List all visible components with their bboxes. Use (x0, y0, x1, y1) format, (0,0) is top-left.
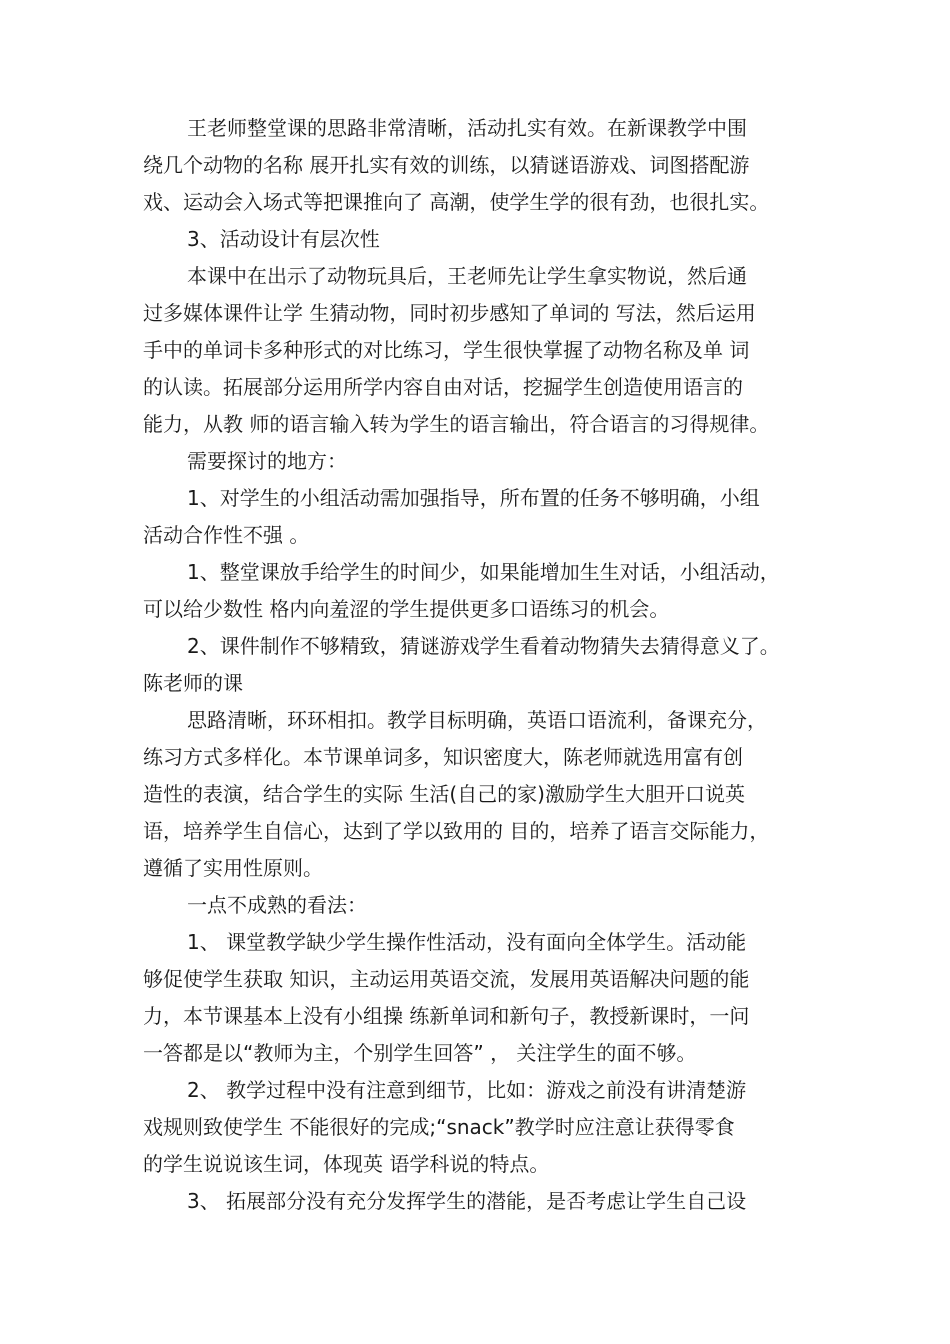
text-line: 的学生说说该生词，体现英 语学科说的特点。 (143, 1152, 550, 1176)
paragraph (143, 702, 823, 887)
text-line: 造性的表演，结合学生的实际 生活(自己的家)激励学生大胆开口说英 (143, 782, 745, 806)
text-line: 一点不成熟的看法： (187, 893, 367, 917)
text-line: 能力，从教 师的语言输入转为学生的语言输出，符合语言的习得规律。 (143, 412, 770, 436)
paragraph (143, 110, 823, 221)
text-line: 2、课件制作不够精致，猜谜游戏学生看着动物猜失去猜得意义了。 (187, 634, 780, 658)
text-line: 王老师整堂课的思路非常清晰，活动扎实有效。在新课教学中围 (187, 116, 747, 140)
text-line: 活动合作性不强 。 (143, 523, 310, 547)
paragraph (143, 628, 823, 665)
text-line: 力，本节课基本上没有小组操 练新单词和新句子，教授新课时，一问 (143, 1004, 750, 1028)
paragraph (143, 1072, 823, 1183)
paragraph (143, 443, 823, 480)
text-line: 1、 课堂教学缺少学生操作性活动，没有面向全体学生。活动能 (187, 930, 747, 954)
paragraph (143, 665, 823, 702)
text-line: 戏规则致使学生 不能很好的完成;“snack”教学时应注意让获得零食 (143, 1115, 735, 1139)
text-line: 1、整堂课放手给学生的时间少，如果能增加生生对话，小组活动， (187, 560, 780, 584)
paragraph (143, 887, 823, 924)
text-line: 可以给少数性 格内向羞涩的学生提供更多口语练习的机会。 (143, 597, 670, 621)
text-line: 练习方式多样化。本节课单词多，知识密度大，陈老师就选用富有创 (143, 745, 743, 769)
paragraph (143, 924, 823, 1072)
text-line: 的认读。拓展部分运用所学内容自由对话，挖掘学生创造使用语言的 (143, 375, 743, 399)
document-body (143, 110, 823, 1220)
paragraph (143, 554, 823, 628)
text-line: 思路清晰，环环相扣。教学目标明确，英语口语流利，备课充分， (187, 708, 767, 732)
text-line: 手中的单词卡多种形式的对比练习，学生很快掌握了动物名称及单 词 (143, 338, 750, 362)
paragraph (143, 221, 823, 258)
text-line: 绕几个动物的名称 展开扎实有效的训练，以猜谜语游戏、词图搭配游 (143, 153, 750, 177)
text-line: 3、活动设计有层次性 (187, 227, 380, 251)
paragraph (143, 480, 823, 554)
text-line: 本课中在出示了动物玩具后，王老师先让学生拿实物说，然后通 (187, 264, 747, 288)
text-line: 2、 教学过程中没有注意到细节，比如：游戏之前没有讲清楚游 (187, 1078, 747, 1102)
paragraph (143, 258, 823, 443)
text-line: 语，培养学生自信心，达到了学以致用的 目的，培养了语言交际能力， (143, 819, 770, 843)
text-line: 遵循了实用性原则。 (143, 856, 323, 880)
paragraph (143, 1183, 823, 1220)
text-line: 3、 拓展部分没有充分发挥学生的潜能，是否考虑让学生自己设 (187, 1189, 747, 1213)
text-line: 过多媒体课件让学 生猜动物，同时初步感知了单词的 写法，然后运用 (143, 301, 756, 325)
text-line: 一答都是以“教师为主，个别学生回答” ， 关注学生的面不够。 (143, 1041, 697, 1065)
text-line: 1、对学生的小组活动需加强指导，所布置的任务不够明确，小组 (187, 486, 760, 510)
text-line: 戏、运动会入场式等把课推向了 高潮，使学生学的很有劲，也很扎实。 (143, 190, 770, 214)
text-line: 够促使学生获取 知识，主动运用英语交流，发展用英语解决问题的能 (143, 967, 750, 991)
text-line: 需要探讨的地方： (187, 449, 347, 473)
text-line: 陈老师的课 (143, 671, 243, 695)
